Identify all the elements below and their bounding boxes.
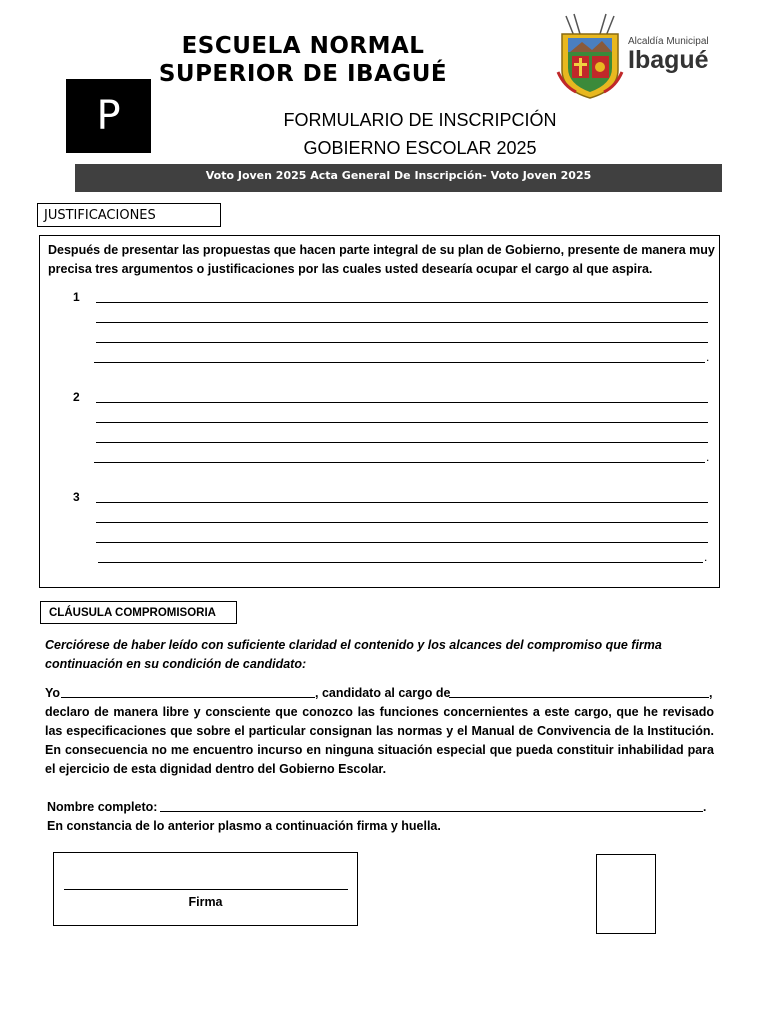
item-number-3: 3 [73, 490, 80, 504]
school-name-line1: ESCUELA NORMAL [181, 33, 425, 59]
alcaldia-logo [552, 12, 728, 100]
nombre-line[interactable] [160, 811, 703, 812]
item-number-2: 2 [73, 390, 80, 404]
answer-line[interactable] [96, 302, 708, 303]
candidate-name-line[interactable] [61, 697, 315, 698]
yo-label: Yo [45, 686, 61, 700]
title-banner: Voto Joven 2025 Acta General De Inscripción- Voto Joven 2025 [75, 164, 722, 192]
answer-line[interactable] [94, 362, 705, 363]
answer-line[interactable] [96, 522, 708, 523]
answer-line[interactable] [96, 342, 708, 343]
form-title-line1: FORMULARIO DE INSCRIPCIÓN [283, 110, 557, 130]
candidato-label: , candidato al cargo de [315, 686, 451, 700]
answer-line[interactable] [94, 462, 705, 463]
answer-line[interactable] [96, 402, 708, 403]
nombre-label: Nombre completo: [47, 800, 158, 814]
answer-line[interactable] [98, 562, 703, 563]
school-name-line2: SUPERIOR DE IBAGUÉ [158, 61, 448, 87]
answer-line[interactable] [96, 542, 708, 543]
justificaciones-intro: Después de presentar las propuestas que hacen parte integral de su plan de Gobierno, presente de manera muy precisa tres argumentos o justificaciones por las cuales usted desearía ocupar el cargo al que aspira. [48, 243, 715, 276]
justificaciones-box [39, 235, 720, 588]
logo-text-big: Ibagué [628, 46, 709, 74]
p-badge: P [66, 79, 151, 153]
line-end-period: . [706, 450, 710, 464]
fingerprint-box[interactable] [596, 854, 656, 934]
justificaciones-label: JUSTIFICACIONES [37, 203, 221, 227]
form-title-line2: GOBIERNO ESCOLAR 2025 [303, 138, 537, 158]
cargo-comma: , [709, 686, 713, 700]
line-end-period: . [703, 800, 707, 814]
form-title [236, 106, 604, 162]
clausula-label: CLÁUSULA COMPROMISORIA [40, 601, 237, 624]
answer-line[interactable] [96, 322, 708, 323]
item-number-1: 1 [73, 290, 80, 304]
school-name [150, 32, 456, 88]
answer-line[interactable] [96, 442, 708, 443]
answer-line[interactable] [96, 502, 708, 503]
line-end-period: . [704, 550, 708, 564]
answer-line[interactable] [96, 422, 708, 423]
clausula-paragraph: declaro de manera libre y consciente que conozco las funciones concernientes a este cargo, que he revisado las especificaciones que sobre el particular consignan las normas y el Manual de Convivencia de la Institución. En consecuencia no me encuentro incurso en ninguna situación especial que pueda constituir inhabilidad para el ejercicio de esta dignidad dentro del Gobierno Escolar. [45, 705, 714, 776]
signature-label: Firma [188, 895, 223, 909]
constancia-text: En constancia de lo anterior plasmo a continuación firma y huella. [47, 819, 441, 833]
clausula-instructions: Cerciórese de haber leído con suficiente claridad el contenido y los alcances del compromiso que firma continuación en su condición de candidato: [45, 638, 662, 671]
signature-line [64, 889, 348, 890]
cargo-line[interactable] [449, 697, 709, 698]
line-end-period: . [706, 350, 710, 364]
logo-text-small: Alcaldía Municipal [628, 36, 709, 47]
